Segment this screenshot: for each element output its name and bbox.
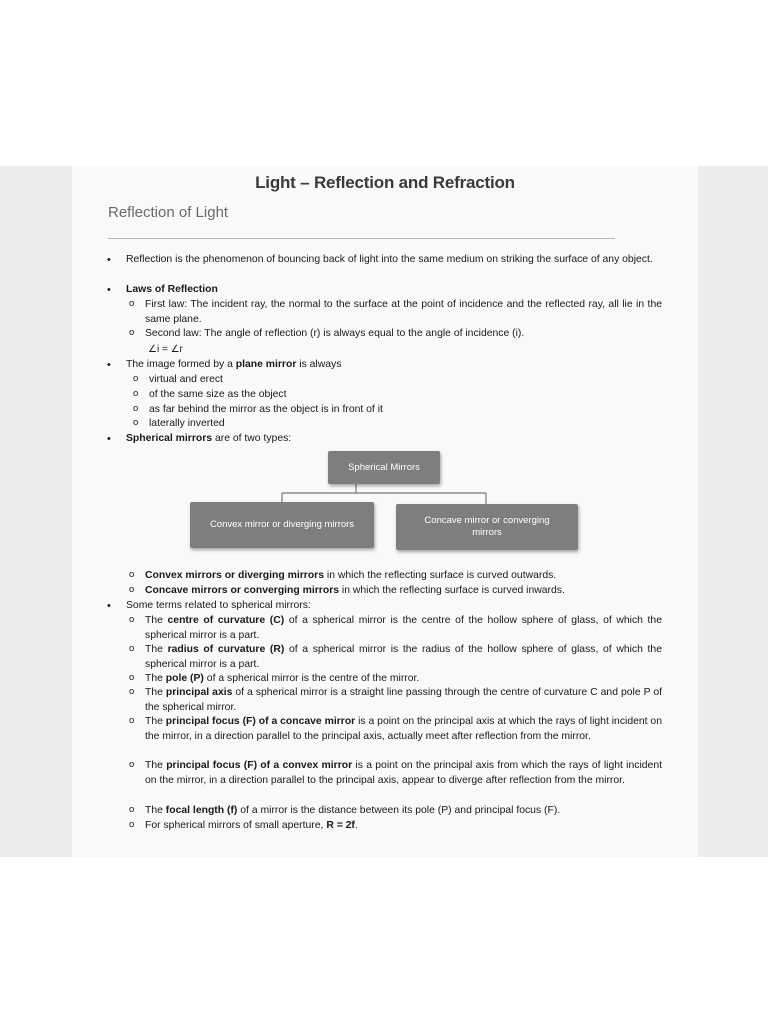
term-pre: The	[145, 615, 168, 626]
term-post: is a point on the principal axis at which the rays of light incident on the mirror, in a direction parallel to the principal axis, actually meet after reflection from the mirror.	[145, 716, 662, 742]
term-pre: The	[145, 673, 166, 684]
term-bold: R = 2f	[326, 820, 355, 831]
term-post: is a point on the principal axis from which the rays of light incident on the mirror, in a direction parallel to the principal axis, appear to diverge after reflection from the mirror.	[145, 760, 662, 786]
plane-mirror-bold: plane mirror	[235, 359, 297, 370]
bullet-plane-mirror	[126, 358, 662, 373]
term-item	[145, 672, 662, 687]
term-post: of a spherical mirror is the radius of the hollow sphere of glass, of which the spherical mirror is a part.	[145, 644, 662, 670]
term-item	[145, 686, 662, 715]
concave-bold: Concave mirrors or converging mirrors	[145, 585, 340, 596]
sub-concave-mirrors	[145, 584, 662, 599]
plane-prop-item: o as far behind the mirror as the object is in front of it	[149, 403, 666, 418]
sub-convex-mirrors	[145, 569, 662, 584]
term-bold: principal focus (F) of a concave mirror	[165, 716, 356, 727]
sub-second-law: o Second law: The angle of reflection (r) is always equal to the angle of incidence (i).	[145, 327, 662, 342]
concave-post: in which the reflecting surface is curved inwards.	[339, 585, 565, 596]
term-item	[145, 614, 662, 643]
term-pre: For spherical mirrors of small aperture,	[145, 820, 327, 831]
term-pre: The	[145, 716, 166, 727]
section-heading: Reflection of Light	[108, 204, 229, 221]
sub-first-law: o First law: The incident ray, the normal to the surface at the point of incidence and the reflected ray, all lie in the same plane.	[145, 298, 662, 327]
term-post: of a spherical mirror is the centre of the hollow sphere of glass, of which the spherical mirror is a part.	[145, 615, 662, 641]
term-post: .	[354, 820, 358, 831]
bullet-spherical-mirrors	[126, 432, 662, 447]
plane-prop-item: o virtual and erect	[149, 373, 666, 388]
term-pre: The	[145, 644, 168, 655]
angle-formula: ∠i = ∠r	[148, 344, 183, 355]
term-bold: principal focus (F) of a convex mirror	[166, 760, 353, 771]
term-bold: pole (P)	[165, 673, 204, 684]
term-bold: focal length (f)	[165, 805, 238, 816]
term-item	[145, 643, 662, 672]
diagram-root-node: Spherical Mirrors	[328, 451, 440, 484]
term-item	[145, 804, 662, 819]
laws-heading-text: Laws of Reflection	[126, 284, 218, 295]
term-bold: centre of curvature (C)	[167, 615, 285, 626]
term-bold: radius of curvature (R)	[167, 644, 285, 655]
bullet-laws-heading	[126, 283, 662, 298]
term-bold: principal axis	[165, 687, 233, 698]
bullet-terms-intro: • Some terms related to spherical mirrors:	[126, 599, 662, 614]
document-title: Light – Reflection and Refraction	[255, 173, 515, 192]
term-pre: The	[145, 760, 167, 771]
convex-post: in which the reflecting surface is curved outwards.	[324, 570, 557, 581]
term-pre: The	[145, 805, 166, 816]
plane-mirror-post: is always	[296, 359, 342, 370]
plane-prop-item: o of the same size as the object	[149, 388, 666, 403]
term-pre: The	[145, 687, 166, 698]
term-item	[145, 759, 662, 788]
diagram-convex-node: Convex mirror or diverging mirrors	[190, 502, 374, 548]
convex-bold: Convex mirrors or diverging mirrors	[145, 570, 325, 581]
spherical-bold: Spherical mirrors	[126, 433, 213, 444]
plane-mirror-pre: The image formed by a	[126, 359, 236, 370]
term-post: of a mirror is the distance between its pole (P) and principal focus (F).	[237, 805, 561, 816]
term-post: of a spherical mirror is a straight line passing through the centre of curvature C and pole P of the spherical mirror.	[145, 687, 662, 713]
bullet-reflection-definition: • Reflection is the phenomenon of bouncing back of light into the same medium on striking the surface of any object.	[126, 253, 662, 268]
spherical-mirrors-diagram-connectors	[72, 166, 698, 857]
plane-prop-item: o laterally inverted	[149, 417, 666, 432]
heading-divider	[108, 238, 615, 239]
diagram-concave-node: Concave mirror or converging mirrors	[396, 504, 578, 550]
term-item	[145, 715, 662, 744]
spherical-post: are of two types:	[212, 433, 292, 444]
term-item	[145, 819, 662, 834]
term-post: of a spherical mirror is the centre of the mirror.	[203, 673, 420, 684]
document-page	[72, 166, 698, 857]
